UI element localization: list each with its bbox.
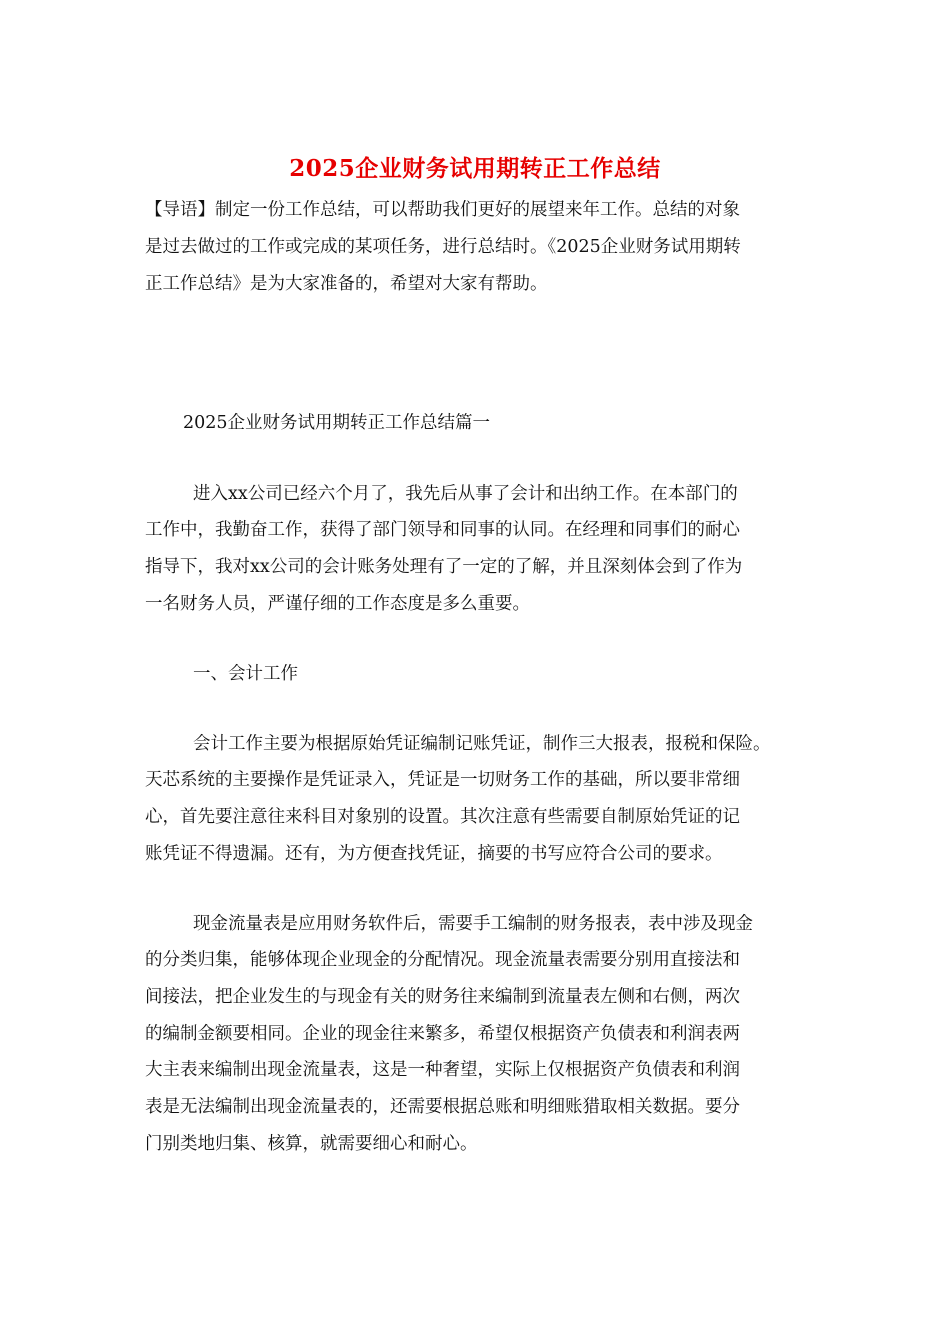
intro-line: 是过去做过的工作或完成的某项任务，进行总结时。《2025企业财务试用期转 [145,237,741,257]
paragraph-line: 账凭证不得遗漏。还有，为方便查找凭证，摘要的书写应符合公司的要求。 [145,844,723,864]
paragraph-line: 的编制金额要相同。企业的现金往来繁多，希望仅根据资产负债表和利润表两 [145,1024,740,1044]
paragraph-line: 天芯系统的主要操作是凭证录入，凭证是一切财务工作的基础，所以要非常细 [145,770,740,790]
subsection-heading: 一、会计工作 [193,664,298,684]
paragraph-line: 表是无法编制出现金流量表的，还需要根据总账和明细账猎取相关数据。要分 [145,1097,740,1117]
paragraph-line: 会计工作主要为根据原始凭证编制记账凭证，制作三大报表，报税和保险。 [193,734,771,754]
paragraph-line: 指导下，我对xx公司的会计账务处理有了一定的了解，并且深刻体会到了作为 [145,557,743,577]
paragraph-line: 门别类地归集、核算，就需要细心和耐心。 [145,1134,478,1154]
paragraph-line: 一名财务人员，严谨仔细的工作态度是多么重要。 [145,594,530,614]
paragraph-line: 心，首先要注意往来科目对象别的设置。其次注意有些需要自制原始凭证的记 [145,807,740,827]
paragraph-line: 间接法，把企业发生的与现金有关的财务往来编制到流量表左侧和右侧，两次 [145,987,740,1007]
paragraph-line: 大主表来编制出现金流量表，这是一种奢望，实际上仅根据资产负债表和利润 [145,1060,740,1080]
paragraph-line: 现金流量表是应用财务软件后，需要手工编制的财务报表，表中涉及现金 [193,914,753,934]
document-title: 2025企业财务试用期转正工作总结 [289,155,661,182]
paragraph-line: 工作中，我勤奋工作，获得了部门领导和同事的认同。在经理和同事们的耐心 [145,520,740,540]
intro-line: 正工作总结》是为大家准备的，希望对大家有帮助。 [145,274,548,294]
intro-line: 【导语】制定一份工作总结，可以帮助我们更好的展望来年工作。总结的对象 [145,200,740,220]
paragraph-line: 的分类归集，能够体现企业现金的分配情况。现金流量表需要分别用直接法和 [145,950,740,970]
paragraph-line: 进入xx公司已经六个月了，我先后从事了会计和出纳工作。在本部门的 [193,484,738,504]
section-title: 2025企业财务试用期转正工作总结篇一 [183,413,491,433]
